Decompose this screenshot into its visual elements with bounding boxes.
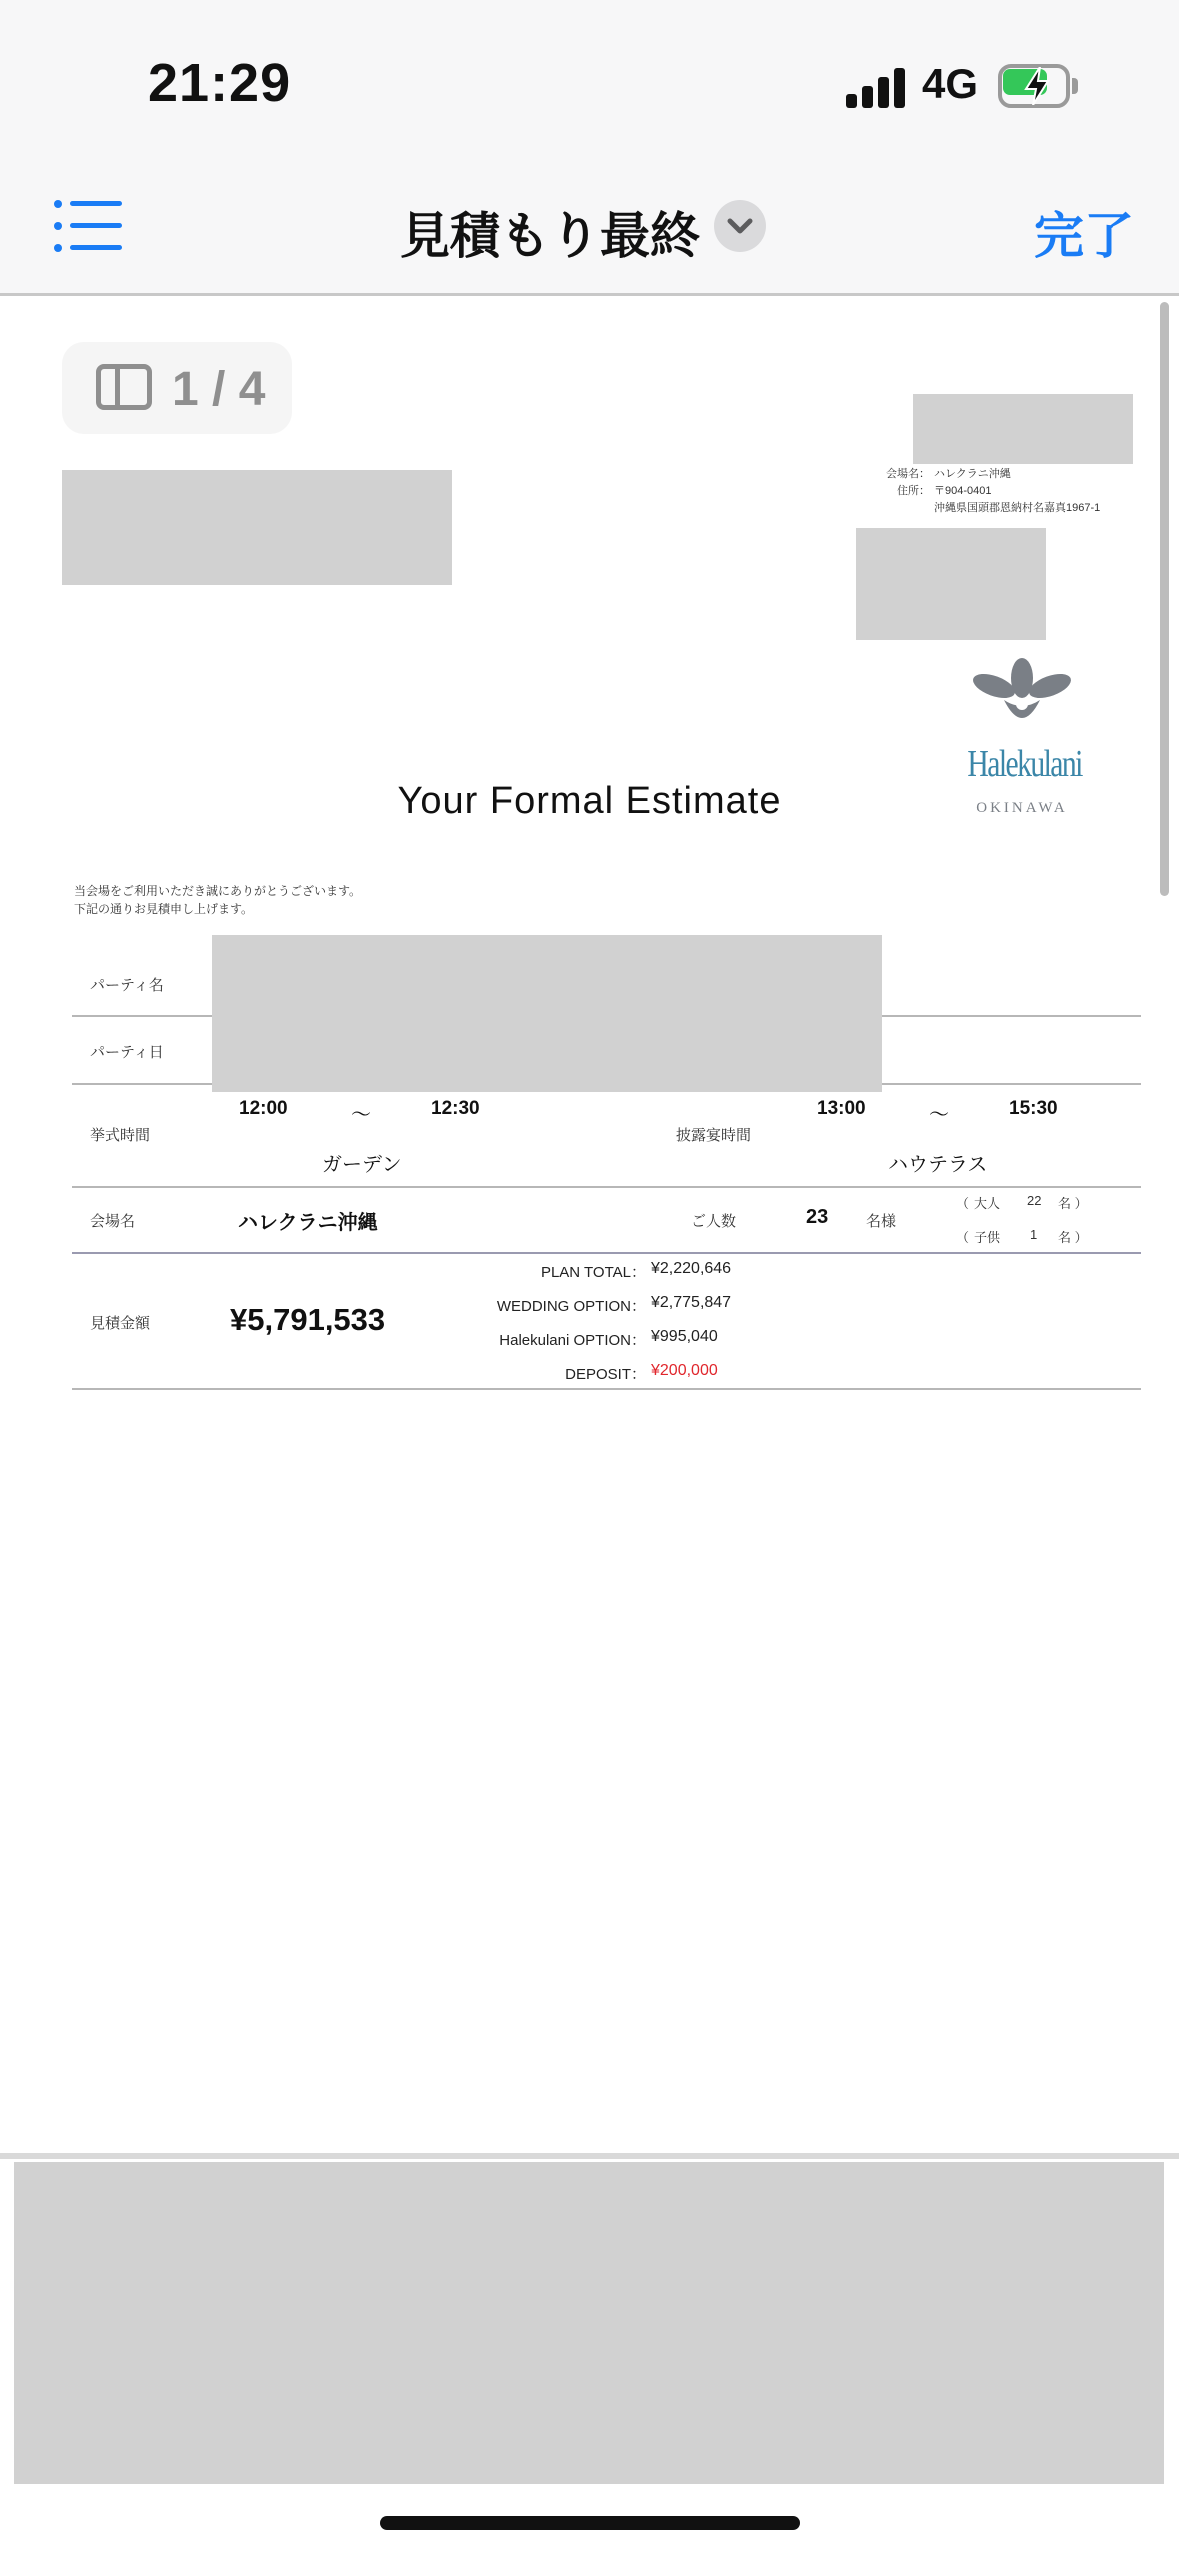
guests-label: ご人数 — [691, 1213, 737, 1230]
home-indicator[interactable] — [380, 2516, 800, 2530]
venue-label: 会場名 — [90, 1213, 136, 1230]
deposit-label: DEPOSIT： — [565, 1366, 646, 1383]
logo-sub: OKINAWA — [976, 800, 1068, 816]
adult-label: 大人 — [974, 1196, 1001, 1211]
adult-count: 22 — [1027, 1193, 1042, 1208]
deposit-value: ¥200,000 — [651, 1362, 718, 1379]
halekulani-option-label: Halekulani OPTION： — [499, 1332, 646, 1349]
reception-tilde: 〜 — [929, 1104, 949, 1126]
ceremony-tilde: 〜 — [351, 1104, 371, 1126]
done-button[interactable]: 完了 — [1034, 208, 1134, 264]
redacted-block — [14, 2162, 1164, 2484]
orchid-icon — [952, 656, 1092, 736]
logo-name: Halekulani — [967, 743, 1082, 785]
reception-start: 13:00 — [817, 1098, 866, 1119]
child-unit: 名 ） — [1058, 1230, 1088, 1245]
ceremony-time-label: 挙式時間 — [90, 1127, 151, 1144]
page-separator — [0, 2153, 1179, 2159]
ceremony-place: ガーデン — [322, 1154, 402, 1176]
party-name-label: パーティ名 — [90, 977, 164, 994]
document-heading: Your Formal Estimate — [397, 780, 782, 822]
estimate-total: ¥5,791,533 — [230, 1302, 386, 1337]
cellular-signal-icon — [846, 66, 906, 108]
table-row-divider — [72, 1388, 1141, 1390]
plan-total-label: PLAN TOTAL： — [540, 1264, 646, 1281]
adult-unit: 名 ） — [1058, 1196, 1088, 1211]
party-date-label: パーティ日 — [90, 1044, 164, 1061]
network-type: 4G — [922, 60, 979, 107]
reception-place: ハウテラス — [888, 1154, 988, 1176]
sidebar-icon — [96, 364, 152, 410]
redacted-block — [212, 935, 882, 1092]
divider — [0, 293, 1179, 296]
venue-value: ハレクラニ沖縄 — [238, 1212, 378, 1234]
wedding-option-value: ¥2,775,847 — [651, 1294, 732, 1311]
page-indicator[interactable] — [62, 342, 292, 434]
battery-charging-icon — [998, 64, 1078, 108]
child-label: 子供 — [974, 1230, 1001, 1245]
child-count: 1 — [1030, 1227, 1038, 1242]
status-time: 21:29 — [148, 53, 292, 113]
ceremony-start: 12:00 — [239, 1098, 288, 1119]
venue-info: 会場名： ハレクラニ沖縄 住所： 〒904-0401 沖縄県国頭郡恩納村名嘉真1967-1 — [886, 468, 1101, 514]
title-menu-button[interactable] — [714, 200, 766, 252]
reception-time-label: 披露宴時間 — [676, 1127, 752, 1144]
reception-end: 15:30 — [1009, 1098, 1058, 1119]
wedding-option-label: WEDDING OPTION： — [496, 1298, 646, 1315]
adult-open: （ — [956, 1196, 970, 1211]
thanks-text: 当会場をご利用いただき誠にありがとうございます。 下記の通りお見積申し上げます。 — [74, 884, 362, 916]
estimate-label: 見積金額 — [90, 1315, 151, 1332]
guests-value: 23 — [806, 1206, 829, 1228]
child-open: （ — [956, 1230, 970, 1245]
chevron-down-icon — [714, 200, 766, 252]
page-number: 1 / 4 — [172, 363, 266, 416]
redacted-block — [856, 528, 1046, 640]
document-title[interactable]: 見積もり最終 — [400, 208, 700, 264]
table-row-divider — [72, 1252, 1141, 1254]
list-menu-icon[interactable] — [54, 200, 124, 252]
redacted-block — [913, 394, 1133, 464]
top-bar — [0, 0, 1179, 296]
guests-unit: 名様 — [866, 1213, 897, 1230]
redacted-block — [62, 470, 452, 585]
ceremony-end: 12:30 — [431, 1098, 480, 1119]
halekulani-option-value: ¥995,040 — [651, 1328, 718, 1345]
plan-total-value: ¥2,220,646 — [651, 1260, 732, 1277]
table-row-divider — [72, 1186, 1141, 1188]
